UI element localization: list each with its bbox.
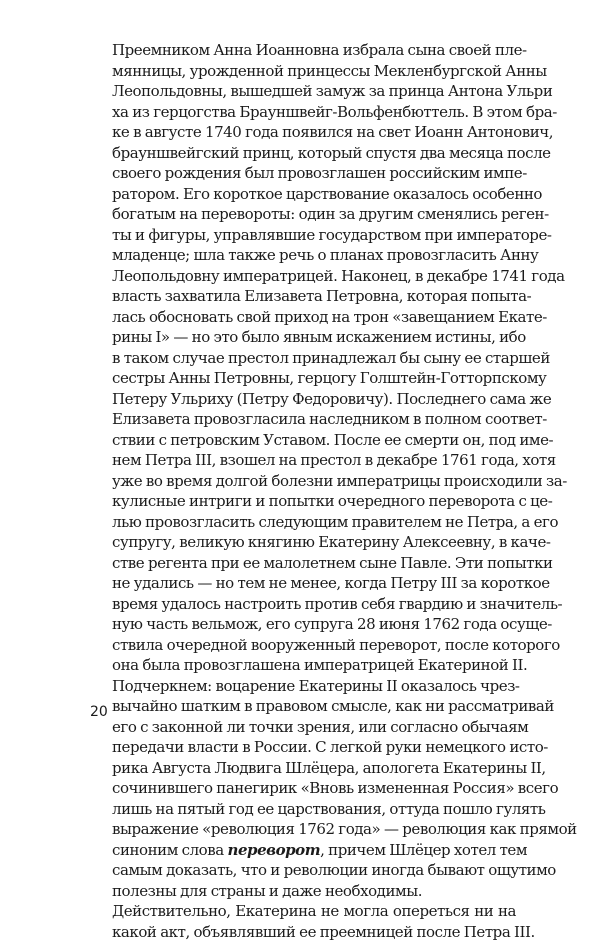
text-line: в таком случае престол принадлежал бы сыну ее старшей: [90, 348, 516, 369]
paragraph-3: [90, 901, 516, 942]
text-line: Преемником Анна Иоанновна избрала сына своей пле-: [90, 40, 516, 61]
body-text: [90, 40, 516, 942]
text-line: Леопольдовну императрицей. Наконец, в декабре 1741 года: [90, 266, 516, 287]
text-fragment: , причем Шлёцер хотел тем: [320, 841, 527, 859]
text-line: самым доказать, что и революции иногда бывают ощутимо: [90, 860, 516, 881]
text-line: Подчеркнем: воцарение Екатерины II оказалось чрез-: [90, 676, 516, 697]
text-line: время удалось настроить против себя гвардию и значитель-: [90, 594, 516, 615]
text-line: лась обосновать свой приход на трон «завещанием Екате-: [90, 307, 516, 328]
text-line: своего рождения был провозглашен российским импе-: [90, 163, 516, 184]
text-line: передачи власти в России. С легкой руки немецкого исто-: [90, 737, 516, 758]
text-line: ты и фигуры, управлявшие государством при императоре-: [90, 225, 516, 246]
text-line: какой акт, объявлявший ее преемницей после Петра III.: [90, 922, 516, 942]
text-line: сестры Анны Петровны, герцогу Голштейн-Готторпскому: [90, 368, 516, 389]
text-line: Елизавета провозгласила наследником в полном соответ-: [90, 409, 516, 430]
text-line: стве регента при ее малолетнем сыне Павле. Эти попытки: [90, 553, 516, 574]
text-line: вычайно шатким в правовом смысле, как ни рассматривай: [90, 696, 516, 717]
text-line: ствила очередной вооруженный переворот, после которого: [90, 635, 516, 656]
text-line: она была провозглашена императрицей Екатериной II.: [90, 655, 516, 676]
text-line: рика Августа Людвига Шлёцера, апологета Екатерины II,: [90, 758, 516, 779]
text-line: младенце; шла также речь о планах провозгласить Анну: [90, 245, 516, 266]
text-line: нем Петра III, взошел на престол в декабре 1761 года, хотя: [90, 450, 516, 471]
text-line: Петеру Ульриху (Петру Федоровичу). Последнего сама же: [90, 389, 516, 410]
text-line: власть захватила Елизавета Петровна, которая попыта-: [90, 286, 516, 307]
text-line: ке в августе 1740 года появился на свет Иоанн Антонович,: [90, 122, 516, 143]
text-line: богатым на перевороты: один за другим сменялись реген-: [90, 204, 516, 225]
text-fragment: синоним слова: [112, 841, 224, 859]
text-line: его с законной ли точки зрения, или согласно обычаям: [90, 717, 516, 738]
text-line: выражение «революция 1762 года» — революция как прямой: [90, 819, 516, 840]
text-line: не удались — но тем не менее, когда Петру III за короткое: [90, 573, 516, 594]
text-line: ратором. Его короткое царствование оказалось особенно: [90, 184, 516, 205]
emphasized-word: переворот: [227, 841, 320, 859]
text-line: рины I» — но это было явным искажением истины, ибо: [90, 327, 516, 348]
text-line: ха из герцогства Брауншвейг-Вольфенбюттель. В этом бра-: [90, 102, 516, 123]
text-line: лишь на пятый год ее царствования, оттуда пошло гулять: [90, 799, 516, 820]
text-line: Действительно, Екатерина не могла опереться ни на: [90, 901, 516, 922]
text-line: уже во время долгой болезни императрицы происходили за-: [90, 471, 516, 492]
text-line: сочинившего панегирик «Вновь измененная Россия» всего: [90, 778, 516, 799]
text-line: кулисные интриги и попытки очередного переворота с це-: [90, 491, 516, 512]
text-line-mixed: [90, 840, 516, 861]
text-line: лью провозгласить следующим правителем не Петра, а его: [90, 512, 516, 533]
text-line: полезны для страны и даже необходимы.: [90, 881, 516, 902]
text-line: супругу, великую княгиню Екатерину Алексеевну, в каче-: [90, 532, 516, 553]
text-line: мянницы, урожденной принцессы Мекленбургской Анны: [90, 61, 516, 82]
text-line: Леопольдовны, вышедшей замуж за принца Антона Ульри: [90, 81, 516, 102]
paragraph-1: [90, 40, 516, 676]
text-line: ствии с петровским Уставом. После ее смерти он, под име-: [90, 430, 516, 451]
text-line: брауншвейгский принц, который спустя два месяца после: [90, 143, 516, 164]
page-number: 20: [90, 704, 108, 720]
text-line: ную часть вельмож, его супруга 28 июня 1762 года осуще-: [90, 614, 516, 635]
paragraph-2: [90, 676, 516, 902]
